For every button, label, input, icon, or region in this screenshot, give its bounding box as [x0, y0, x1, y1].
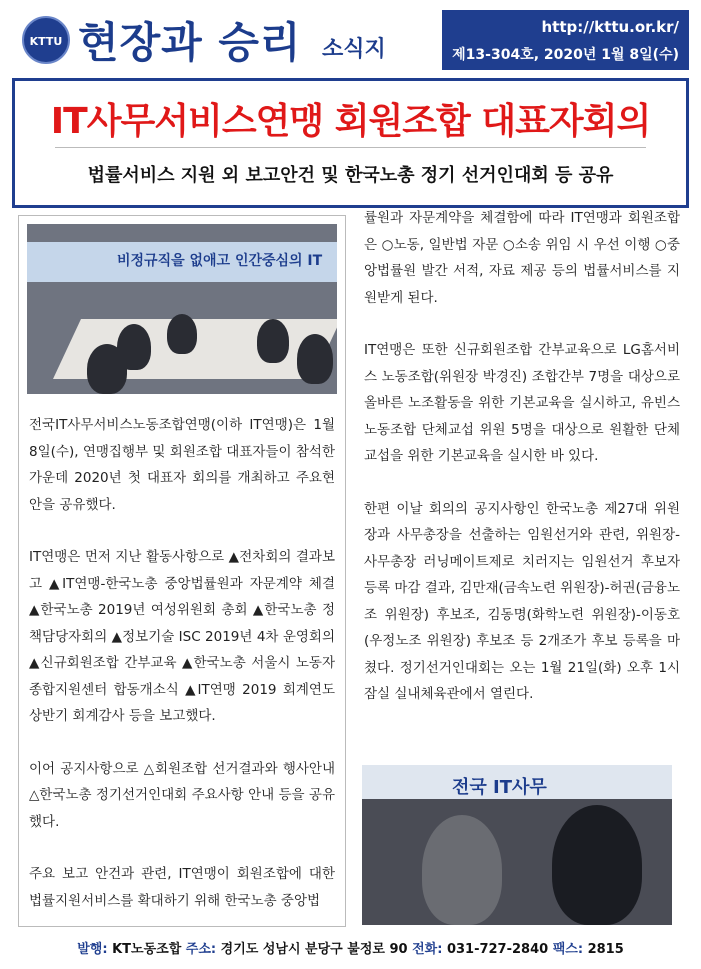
footer — [12, 938, 689, 956]
article-right-text — [364, 205, 680, 708]
website-url[interactable]: http://kttu.or.kr/ — [541, 18, 679, 36]
masthead-left — [12, 10, 442, 70]
logo-text: KTTU — [29, 35, 63, 48]
masthead — [12, 10, 689, 70]
fax: 2815 — [587, 942, 624, 957]
headline-subtitle: 법률서비스 지원 외 보고안건 및 한국노총 정기 선거인대회 등 공유 — [87, 165, 614, 186]
meeting-banner-text: 비정규직을 없애고 인간중심의 IT — [117, 253, 323, 269]
publisher: KT노동조합 — [112, 942, 182, 957]
article-paragraph: 전국IT사무서비스노동조합연맹(이하 IT연맹)은 1월 8일(수), 연맹집행부 및 회원조합 대표자들이 참석한 가운데 2020년 첫 대표자 회의를 개최하고 주요현안을 공유했다. — [29, 417, 335, 513]
phone-label: 전화: — [412, 942, 443, 957]
headline-box — [12, 78, 689, 208]
article-paragraph: 률원과 자문계약을 체결함에 따라 IT연맹과 회원조합은 ○노동, 일반법 자문 ○소송 위임 시 우선 이행 ○중앙법률원 발간 서적, 자료 제공 등의 법률서비스를 지원받게 된다. — [364, 210, 680, 306]
attendee-figure — [167, 314, 197, 354]
newsletter-title: 현장과 승리 — [78, 18, 302, 67]
article-paragraph: 이어 공지사항으로 △회원조합 선거결과와 행사안내 △한국노총 정기선거인대회 주요사항 안내 등을 공유했다. — [29, 760, 335, 830]
newsletter-subtitle: 소식지 — [322, 37, 386, 62]
article-paragraph: IT연맹은 먼저 지난 활동사항으로 ▲전차회의 결과보고 ▲IT연맹-한국노총 중앙법률원과 자문계약 체결 ▲한국노총 2019년 여성위원회 총회 ▲한국노총 정책담당자회의 ▲정보기술 ISC 2019년 4차 운영회의 ▲신규회원조합 간부교육 ▲한국노총 서울시 노동자 종합지원센터 합동개소식 ▲IT연맹 2019 회계연도 상반기 회계감사 등을 보고했다. — [29, 549, 335, 724]
attendee-figure — [257, 319, 289, 363]
article-paragraph: IT연맹은 또한 신규회원조합 간부교육으로 LG홈서비스 노동조합(위원장 박경진) 조합간부 7명을 대상으로 올바른 노조활동을 위한 기본교육을 실시하고, 유빈스 노동조합 단체교섭 위원 5명을 대상으로 원활한 단체교섭을 위한 기본교육을 실시한 바 있다. — [364, 342, 680, 464]
publisher-label: 발행: — [77, 942, 108, 957]
article-left-text — [29, 412, 335, 914]
kttu-logo — [22, 16, 70, 64]
issue-info: 제13-304호, 2020년 1월 8일(수) — [452, 47, 679, 63]
address-label: 주소: — [185, 942, 217, 957]
meeting-photo — [27, 224, 337, 394]
attendee-figure — [297, 334, 333, 384]
phone: 031-727-2840 — [446, 942, 549, 957]
fax-label: 팩스: — [552, 942, 584, 957]
attendee-figure — [422, 815, 502, 925]
masthead-info — [442, 10, 689, 70]
newsletter-page — [12, 10, 689, 955]
article-paragraph: 주요 보고 안건과 관련, IT연맹이 회원조합에 대한 법률지원서비스를 확대하기 위해 한국노총 중앙법 — [29, 866, 335, 909]
event-banner-text: 전국 IT사무 — [452, 777, 547, 798]
attendee-figure — [87, 344, 127, 394]
headline-title: IT사무서비스연맹 회원조합 대표자회의 — [50, 101, 651, 142]
representatives-photo — [362, 765, 672, 925]
address: 경기도 성남시 분당구 불정로 90 — [220, 942, 408, 957]
attendee-figure — [552, 805, 642, 925]
left-column — [18, 215, 346, 927]
headline-divider — [55, 147, 646, 148]
article-paragraph: 한편 이날 회의의 공지사항인 한국노총 제27대 위원장과 사무총장을 선출하는 임원선거와 관련, 위원장-사무총장 러닝메이트제로 치러지는 임원선거 후보자 등록 마감 결과, 김만재(금속노련 위원장)-허권(금융노조 위원장) 후보조, 김동명(화학노련 위원장)-이동호(우정노조 위원장) 후보조 등 2개조가 후보 등록을 마쳤다. 정기선거인대회는 오는 1월 21일(화) 오후 1시 잠실 실내체육관에서 열린다. — [364, 500, 680, 702]
